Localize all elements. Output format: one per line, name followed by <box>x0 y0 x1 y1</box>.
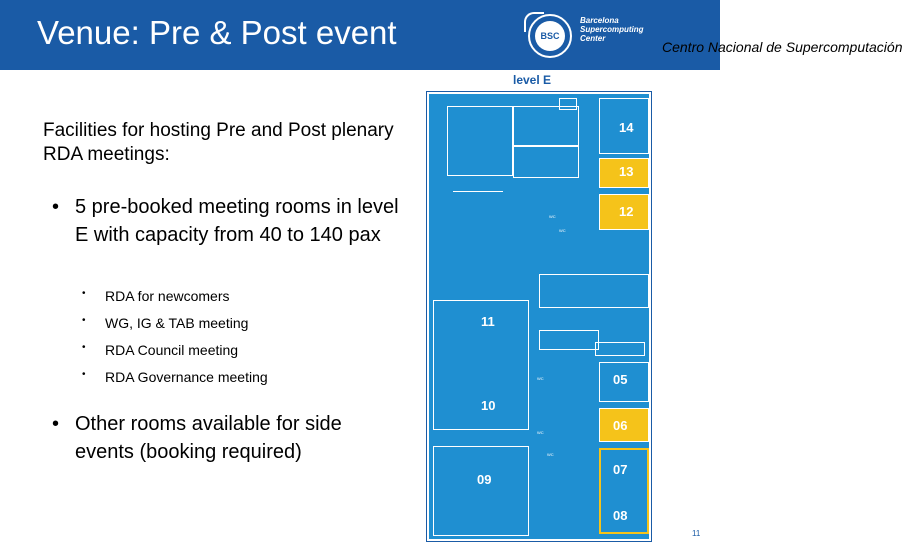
bsc-logo-icon <box>528 14 572 58</box>
bullet-text: 5 pre-booked meeting rooms in level E with capacity from 40 to 140 pax <box>75 196 399 246</box>
intro-text: Facilities for hosting Pre and Post plenary RDA meetings: <box>43 120 394 165</box>
room-number-12: 12 <box>619 204 634 219</box>
room-number-13: 13 <box>619 164 634 179</box>
room-number-05: 05 <box>613 372 628 387</box>
bullet-mark: • <box>52 413 60 435</box>
bullet-mark: • <box>52 196 60 218</box>
bsc-logo <box>528 10 902 62</box>
slide-title: Venue: Pre & Post event <box>37 14 397 51</box>
sub-bullet-text: WG, IG & TAB meeting <box>105 315 249 331</box>
plan-room-outline <box>447 106 513 176</box>
room-number-07: 07 <box>613 462 628 477</box>
room-number-10: 10 <box>481 398 496 413</box>
room-number-09: 09 <box>477 472 492 487</box>
room-number-08: 08 <box>613 508 628 523</box>
bullet-text: Other rooms available for side events (booking required) <box>75 413 342 463</box>
plan-room-outline <box>595 342 645 356</box>
logo-abbrev: BSC <box>535 21 565 51</box>
plan-room-outline <box>513 146 579 178</box>
plan-room-outline <box>539 330 599 350</box>
plan-room-outline <box>539 274 649 308</box>
page-number: 11 <box>692 529 701 538</box>
room-number-06: 06 <box>613 418 628 433</box>
slide-header <box>0 0 902 70</box>
floor-plan: 14 13 12 WC WC 11 10 WC 05 06 WC WC 07 08 09 <box>427 92 651 541</box>
sub-bullet-text: RDA for newcomers <box>105 288 230 304</box>
sub-bullet-text: RDA Governance meeting <box>105 369 268 385</box>
level-label: level E <box>513 73 552 87</box>
plan-room-09 <box>433 446 529 536</box>
room-number-11: 11 <box>481 314 495 329</box>
sub-bullet-text: RDA Council meeting <box>105 342 239 358</box>
plan-room-outline <box>513 106 579 146</box>
room-number-14: 14 <box>619 120 634 135</box>
logo-text: Barcelona Supercomputing Center Centro Nacional de Supercomputación <box>580 16 902 55</box>
